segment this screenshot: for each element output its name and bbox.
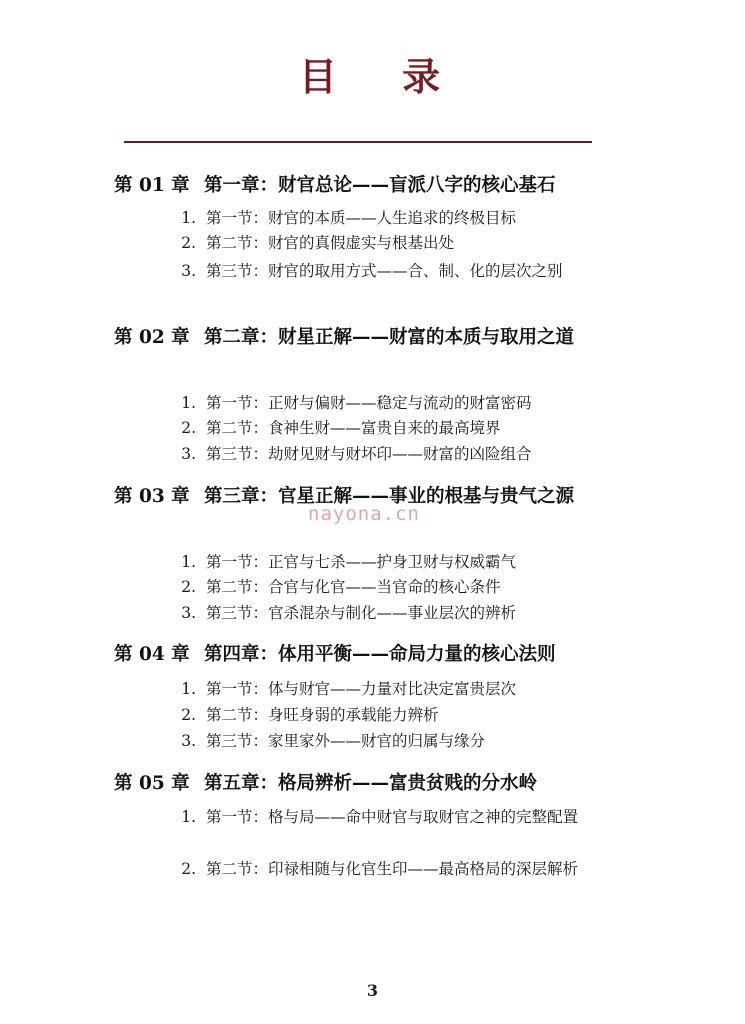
section-title: 第一节：格与局——命中财官与取财官之神的完整配置 bbox=[206, 808, 579, 826]
section-index: 2. bbox=[181, 419, 196, 437]
chapter-1-heading[interactable] bbox=[114, 169, 594, 202]
chapter-1-section-1[interactable] bbox=[162, 205, 594, 231]
chapter-1-title: 第一章：财官总论——盲派八字的核心基石 bbox=[204, 175, 556, 196]
chapter-5-number: 第 05 章 bbox=[114, 773, 190, 794]
chapter-4-section-1[interactable] bbox=[162, 676, 594, 702]
section-title: 第二节：合官与化官——当官命的核心条件 bbox=[206, 578, 501, 596]
section-index: 3. bbox=[181, 604, 196, 622]
chapter-3-section-3[interactable] bbox=[162, 600, 594, 626]
section-index: 3. bbox=[181, 262, 196, 280]
section-index: 2. bbox=[181, 234, 196, 252]
section-title: 第二节：食神生财——富贵自来的最高境界 bbox=[206, 419, 501, 437]
section-index: 3. bbox=[181, 732, 196, 750]
chapter-2-section-3[interactable] bbox=[162, 441, 594, 467]
chapter-1-section-2[interactable] bbox=[162, 230, 594, 256]
section-index: 3. bbox=[181, 445, 196, 463]
watermark: nayona.cn bbox=[308, 503, 420, 525]
section-title: 第二节：财官的真假虚实与根基出处 bbox=[206, 234, 455, 252]
chapter-1-number: 第 01 章 bbox=[114, 175, 190, 196]
chapter-5-heading[interactable] bbox=[114, 767, 594, 800]
chapter-4-number: 第 04 章 bbox=[114, 644, 190, 665]
section-index: 1. bbox=[181, 209, 196, 227]
page-number: 3 bbox=[366, 981, 379, 1000]
chapter-5-section-1[interactable] bbox=[162, 804, 594, 830]
section-title: 第一节：体与财官——力量对比决定富贵层次 bbox=[206, 680, 517, 698]
chapter-2-title: 第二章：财星正解——财富的本质与取用之道 bbox=[204, 327, 575, 348]
section-title: 第二节：印禄相随与化官生印——最高格局的深层解析 bbox=[206, 860, 579, 878]
section-title: 第二节：身旺身弱的承载能力辨析 bbox=[206, 706, 439, 724]
chapter-2-heading[interactable] bbox=[114, 321, 594, 354]
chapter-4-title: 第四章：体用平衡——命局力量的核心法则 bbox=[204, 644, 556, 665]
section-index: 2. bbox=[181, 578, 196, 596]
chapter-3-number: 第 03 章 bbox=[114, 486, 190, 507]
chapter-4-section-3[interactable] bbox=[162, 728, 594, 754]
section-title: 第一节：正官与七杀——护身卫财与权威霸气 bbox=[206, 553, 517, 571]
chapter-3-section-1[interactable] bbox=[162, 549, 594, 575]
chapter-1-section-3[interactable] bbox=[162, 258, 594, 284]
chapter-3-section-2[interactable] bbox=[162, 574, 594, 600]
section-title: 第一节：财官的本质——人生追求的终极目标 bbox=[206, 209, 517, 227]
section-title: 第三节：劫财见财与财坏印——财富的凶险组合 bbox=[206, 445, 532, 463]
section-title: 第三节：财官的取用方式——合、制、化的层次之别 bbox=[206, 262, 563, 280]
section-index: 1. bbox=[181, 680, 196, 698]
page-title: 目 录 bbox=[298, 55, 467, 99]
section-title: 第三节：官杀混杂与制化——事业层次的辨析 bbox=[206, 604, 517, 622]
chapter-2-section-1[interactable] bbox=[162, 390, 594, 416]
chapter-2-section-2[interactable] bbox=[162, 415, 594, 441]
section-title: 第三节：家里家外——财官的归属与缘分 bbox=[206, 732, 486, 750]
chapter-4-heading[interactable] bbox=[114, 638, 594, 671]
chapter-5-section-2[interactable] bbox=[162, 856, 594, 882]
chapter-4-section-2[interactable] bbox=[162, 702, 594, 728]
section-index: 2. bbox=[181, 860, 196, 878]
section-index: 2. bbox=[181, 706, 196, 724]
chapter-3-title: 第三章：官星正解——事业的根基与贵气之源 bbox=[204, 486, 575, 507]
section-index: 1. bbox=[181, 553, 196, 571]
section-title: 第一节：正财与偏财——稳定与流动的财富密码 bbox=[206, 394, 532, 412]
chapter-2-number: 第 02 章 bbox=[114, 327, 190, 348]
section-index: 1. bbox=[181, 808, 196, 826]
chapter-5-title: 第五章：格局辨析——富贵贫贱的分水岭 bbox=[204, 773, 538, 794]
section-index: 1. bbox=[181, 394, 196, 412]
